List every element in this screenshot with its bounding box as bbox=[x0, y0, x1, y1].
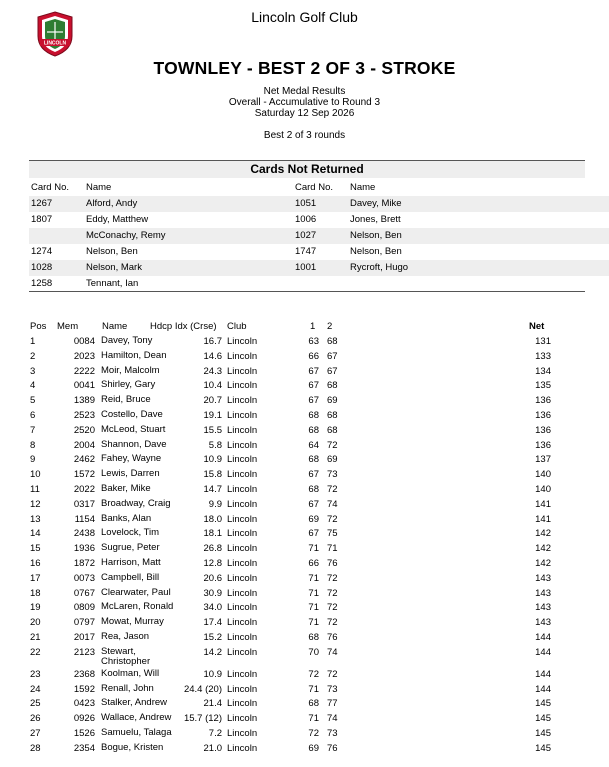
result-player-name: Lovelock, Tim bbox=[101, 527, 160, 539]
result-row bbox=[29, 558, 551, 573]
subtitle-overall: Overall - Accumulative to Round 3 bbox=[228, 97, 381, 108]
cnr-player-name: Eddy, Matthew bbox=[86, 214, 149, 225]
result-row bbox=[29, 669, 551, 684]
result-handicap: 21.4 bbox=[203, 698, 222, 710]
result-player-name: Fahey, Wayne bbox=[101, 453, 162, 465]
result-player-name: Lewis, Darren bbox=[101, 468, 160, 480]
result-handicap: 15.2 bbox=[203, 632, 222, 643]
result-round-2: 71 bbox=[327, 543, 338, 555]
result-handicap: 14.7 bbox=[203, 484, 222, 495]
result-net-score: 142 bbox=[535, 528, 551, 540]
result-round-1: 64 bbox=[308, 439, 319, 451]
result-handicap: 15.5 bbox=[203, 424, 222, 436]
result-handicap: 26.8 bbox=[203, 543, 222, 555]
result-member-number: 0767 bbox=[73, 587, 95, 599]
result-net-score: 133 bbox=[535, 350, 551, 362]
result-handicap: 10.9 bbox=[203, 668, 222, 680]
result-handicap: 20.6 bbox=[203, 572, 222, 584]
result-position: 18 bbox=[30, 587, 41, 599]
result-player-name: Banks, Alan bbox=[101, 512, 152, 524]
cnr-card-number: 1747 bbox=[295, 246, 317, 257]
result-net-score: 143 bbox=[535, 587, 551, 599]
cnr-card-number: 1267 bbox=[29, 196, 84, 212]
result-position: 9 bbox=[30, 454, 36, 466]
result-handicap: 10.4 bbox=[203, 380, 222, 392]
result-handicap: 17.4 bbox=[203, 617, 222, 629]
result-club: Lincoln bbox=[227, 683, 258, 695]
result-round-2: 67 bbox=[327, 365, 338, 377]
result-handicap: 10.9 bbox=[203, 454, 222, 466]
cnr-card-number: 1258 bbox=[31, 278, 53, 289]
result-round-2: 73 bbox=[327, 683, 338, 695]
result-net-score: 142 bbox=[535, 558, 551, 569]
result-net-score: 137 bbox=[535, 454, 551, 466]
result-member-number: 2222 bbox=[73, 365, 95, 377]
event-date: Saturday 12 Sep 2026 bbox=[254, 108, 355, 119]
result-club: Lincoln bbox=[227, 528, 258, 540]
result-player-name: Sugrue, Peter bbox=[101, 542, 160, 554]
result-club: Lincoln bbox=[227, 350, 258, 362]
cnr-player-name: Nelson, Ben bbox=[86, 246, 138, 257]
cnr-header-card-left: Card No. bbox=[31, 182, 70, 193]
result-position: 28 bbox=[30, 742, 41, 754]
result-row bbox=[29, 645, 551, 668]
result-round-2: 75 bbox=[327, 528, 338, 540]
result-member-number: 0317 bbox=[73, 498, 95, 510]
cnr-player-name: Nelson, Mark bbox=[84, 260, 293, 276]
results-header-mem: Mem bbox=[57, 321, 79, 332]
result-member-number: 2368 bbox=[73, 668, 95, 680]
result-handicap: 24.4 (20) bbox=[183, 683, 222, 695]
result-round-2: 68 bbox=[327, 380, 338, 392]
result-row bbox=[29, 528, 551, 543]
result-row bbox=[29, 617, 551, 632]
cnr-card-number: 1807 bbox=[31, 214, 53, 225]
results-header-pos: Pos bbox=[30, 321, 47, 332]
cnr-player-name: Davey, Mike bbox=[348, 196, 609, 212]
result-round-2: 67 bbox=[327, 350, 338, 362]
result-round-2: 76 bbox=[327, 742, 338, 754]
cnr-player-name: Rycroft, Hugo bbox=[348, 260, 609, 276]
result-net-score: 136 bbox=[535, 424, 551, 436]
result-position: 24 bbox=[30, 683, 41, 695]
result-handicap: 21.0 bbox=[203, 742, 222, 754]
result-net-score: 144 bbox=[535, 683, 551, 695]
results-header-round2: 2 bbox=[327, 321, 333, 332]
result-round-1: 68 bbox=[308, 410, 319, 421]
result-member-number: 2354 bbox=[73, 742, 95, 754]
result-round-1: 68 bbox=[308, 424, 319, 436]
result-round-2: 69 bbox=[327, 395, 338, 407]
cnr-card-number: 1001 bbox=[293, 260, 348, 276]
result-position: 13 bbox=[30, 513, 41, 525]
result-row bbox=[29, 336, 551, 351]
result-player-name: Wallace, Andrew bbox=[101, 712, 172, 724]
result-round-1: 71 bbox=[308, 617, 319, 629]
cnr-card-number: 1028 bbox=[29, 260, 84, 276]
result-round-1: 71 bbox=[308, 572, 319, 584]
result-round-2: 72 bbox=[327, 439, 338, 451]
result-member-number: 0926 bbox=[73, 713, 95, 725]
results-header-name: Name bbox=[102, 321, 128, 332]
result-net-score: 134 bbox=[535, 365, 551, 377]
result-handicap: 5.8 bbox=[208, 439, 222, 451]
subtitle-results: Net Medal Results bbox=[263, 86, 346, 97]
result-round-2: 76 bbox=[327, 632, 338, 643]
cnr-player-name: Nelson, Ben bbox=[350, 246, 402, 257]
result-net-score: 141 bbox=[535, 513, 551, 525]
cnr-player-name: Tennant, Ian bbox=[86, 278, 139, 289]
result-row bbox=[29, 454, 551, 469]
result-player-name: McLaren, Ronald bbox=[101, 601, 174, 613]
cnr-header-name-right: Name bbox=[350, 182, 376, 193]
result-net-score: 136 bbox=[535, 410, 551, 421]
result-player-name: Harrison, Matt bbox=[101, 557, 161, 568]
result-player-name: Samuelu, Talaga bbox=[101, 727, 172, 738]
result-round-2: 72 bbox=[327, 572, 338, 584]
result-position: 10 bbox=[30, 469, 41, 481]
cnr-card-number: 1006 bbox=[295, 214, 317, 225]
result-row bbox=[29, 743, 551, 758]
result-net-score: 145 bbox=[535, 728, 551, 739]
result-row bbox=[29, 684, 551, 699]
result-player-name: McLeod, Stuart bbox=[101, 423, 166, 435]
result-net-score: 142 bbox=[535, 543, 551, 555]
result-position: 4 bbox=[30, 380, 36, 392]
result-handicap: 34.0 bbox=[203, 602, 222, 614]
event-title: TOWNLEY - BEST 2 OF 3 - STROKE bbox=[153, 58, 456, 78]
result-position: 17 bbox=[30, 572, 41, 584]
result-round-2: 72 bbox=[327, 602, 338, 614]
result-position: 12 bbox=[30, 498, 41, 510]
result-handicap: 9.9 bbox=[208, 498, 222, 510]
result-position: 2 bbox=[30, 350, 36, 362]
result-position: 5 bbox=[30, 395, 36, 407]
result-player-name: Shannon, Dave bbox=[101, 438, 167, 450]
result-member-number: 2520 bbox=[73, 424, 95, 436]
result-handicap: 19.1 bbox=[203, 410, 222, 421]
logo-text: LINCOLN bbox=[43, 40, 67, 47]
result-club: Lincoln bbox=[227, 572, 258, 584]
result-member-number: 2004 bbox=[73, 439, 95, 451]
result-player-name: Bogue, Kristen bbox=[101, 741, 164, 753]
result-round-2: 68 bbox=[327, 424, 338, 436]
result-handicap: 16.7 bbox=[203, 336, 222, 347]
result-member-number: 1389 bbox=[73, 395, 95, 407]
result-position: 20 bbox=[30, 617, 41, 629]
result-position: 22 bbox=[30, 646, 41, 658]
result-club: Lincoln bbox=[227, 424, 258, 436]
result-net-score: 140 bbox=[535, 484, 551, 495]
result-player-name: Baker, Mike bbox=[101, 483, 151, 494]
result-round-1: 66 bbox=[308, 350, 319, 362]
result-member-number: 1526 bbox=[73, 728, 95, 739]
result-club: Lincoln bbox=[227, 543, 258, 555]
result-net-score: 135 bbox=[535, 380, 551, 392]
result-member-number: 2438 bbox=[73, 528, 95, 540]
result-member-number: 1592 bbox=[73, 683, 95, 695]
result-position: 1 bbox=[30, 336, 36, 347]
result-club: Lincoln bbox=[227, 469, 258, 481]
result-player-name: Moir, Malcolm bbox=[101, 364, 160, 376]
result-member-number: 0073 bbox=[73, 572, 95, 584]
result-player-name: Koolman, Will bbox=[101, 667, 160, 679]
cnr-card-number bbox=[29, 228, 84, 244]
cnr-player-name: Nelson, Ben bbox=[348, 228, 609, 244]
result-round-2: 77 bbox=[327, 698, 338, 710]
result-member-number: 2523 bbox=[73, 410, 95, 421]
result-handicap: 12.8 bbox=[203, 558, 222, 569]
result-member-number: 2123 bbox=[73, 646, 95, 658]
result-handicap: 24.3 bbox=[203, 365, 222, 377]
result-round-1: 71 bbox=[308, 543, 319, 555]
result-member-number: 1572 bbox=[73, 469, 95, 481]
result-player-name: Clearwater, Paul bbox=[101, 586, 171, 598]
result-net-score: 145 bbox=[535, 742, 551, 754]
result-position: 16 bbox=[30, 558, 41, 569]
result-club: Lincoln bbox=[227, 410, 258, 421]
result-member-number: 0797 bbox=[73, 617, 95, 629]
result-club: Lincoln bbox=[227, 558, 258, 569]
result-club: Lincoln bbox=[227, 587, 258, 599]
result-club: Lincoln bbox=[227, 698, 258, 710]
result-member-number: 1936 bbox=[73, 543, 95, 555]
result-club: Lincoln bbox=[227, 646, 258, 658]
result-member-number: 0423 bbox=[73, 698, 95, 710]
result-round-1: 71 bbox=[308, 602, 319, 614]
result-row bbox=[29, 366, 551, 381]
result-player-name: Broadway, Craig bbox=[101, 497, 171, 509]
result-club: Lincoln bbox=[227, 742, 258, 754]
result-round-1: 68 bbox=[308, 632, 319, 643]
result-round-1: 67 bbox=[308, 395, 319, 407]
result-member-number: 2462 bbox=[73, 454, 95, 466]
result-row bbox=[29, 380, 551, 395]
result-row bbox=[29, 440, 551, 455]
result-round-2: 73 bbox=[327, 469, 338, 481]
result-round-2: 72 bbox=[327, 587, 338, 599]
result-row bbox=[29, 469, 551, 484]
result-net-score: 140 bbox=[535, 469, 551, 481]
cnr-header-card-right: Card No. bbox=[295, 182, 334, 193]
rounds-note: Best 2 of 3 rounds bbox=[263, 130, 346, 141]
result-row bbox=[29, 499, 551, 514]
result-round-1: 70 bbox=[308, 646, 319, 658]
result-round-1: 67 bbox=[308, 528, 319, 540]
result-round-1: 69 bbox=[308, 742, 319, 754]
results-header-net: Net bbox=[529, 321, 545, 332]
result-position: 7 bbox=[30, 424, 36, 436]
result-member-number: 2022 bbox=[73, 484, 95, 495]
result-round-2: 74 bbox=[327, 646, 338, 658]
result-row bbox=[29, 543, 551, 558]
result-position: 26 bbox=[30, 713, 41, 725]
result-round-1: 68 bbox=[308, 484, 319, 495]
result-net-score: 143 bbox=[535, 602, 551, 614]
result-position: 3 bbox=[30, 365, 36, 377]
result-row bbox=[29, 351, 551, 366]
result-round-1: 66 bbox=[308, 558, 319, 569]
result-player-name: Costello, Dave bbox=[101, 409, 163, 420]
result-member-number: 0809 bbox=[73, 602, 95, 614]
result-row bbox=[29, 410, 551, 425]
results-header-hdcp: Hdcp Idx (Crse) bbox=[150, 321, 217, 332]
result-player-name: Reid, Bruce bbox=[101, 394, 151, 406]
result-handicap: 18.1 bbox=[203, 528, 222, 540]
result-member-number: 0041 bbox=[73, 380, 95, 392]
result-position: 21 bbox=[30, 632, 41, 643]
result-player-name: Renall, John bbox=[101, 682, 154, 694]
results-header-club: Club bbox=[227, 321, 247, 332]
result-net-score: 131 bbox=[535, 336, 551, 347]
result-round-2: 73 bbox=[327, 728, 338, 739]
result-player-name: Campbell, Bill bbox=[101, 571, 160, 583]
result-round-2: 68 bbox=[327, 410, 338, 421]
result-club: Lincoln bbox=[227, 602, 258, 614]
result-row bbox=[29, 514, 551, 529]
cnr-card-number: 1027 bbox=[293, 228, 348, 244]
result-club: Lincoln bbox=[227, 632, 258, 643]
result-row bbox=[29, 632, 551, 647]
result-net-score: 145 bbox=[535, 713, 551, 725]
result-club: Lincoln bbox=[227, 395, 258, 407]
result-player-name: Mowat, Murray bbox=[101, 616, 164, 628]
cnr-header-name-left: Name bbox=[86, 182, 112, 193]
result-net-score: 136 bbox=[535, 395, 551, 407]
result-row bbox=[29, 698, 551, 713]
result-position: 19 bbox=[30, 602, 41, 614]
result-round-1: 72 bbox=[308, 668, 319, 680]
result-player-name: Davey, Tony bbox=[101, 335, 153, 346]
result-round-1: 69 bbox=[308, 513, 319, 525]
result-club: Lincoln bbox=[227, 336, 258, 347]
result-club: Lincoln bbox=[227, 513, 258, 525]
result-round-2: 68 bbox=[327, 336, 338, 347]
result-member-number: 2017 bbox=[73, 632, 95, 643]
result-club: Lincoln bbox=[227, 713, 258, 725]
result-net-score: 144 bbox=[535, 632, 551, 643]
result-handicap: 14.2 bbox=[203, 646, 222, 658]
cnr-card-number: 1051 bbox=[293, 196, 348, 212]
result-player-name: Stalker, Andrew bbox=[101, 697, 168, 709]
cnr-player-name: McConachy, Remy bbox=[84, 228, 293, 244]
result-row bbox=[29, 484, 551, 499]
result-net-score: 145 bbox=[535, 698, 551, 710]
result-handicap: 30.9 bbox=[203, 587, 222, 599]
result-round-1: 68 bbox=[308, 698, 319, 710]
result-club: Lincoln bbox=[227, 454, 258, 466]
result-row bbox=[29, 713, 551, 728]
result-round-2: 72 bbox=[327, 617, 338, 629]
result-row bbox=[29, 425, 551, 440]
result-net-score: 144 bbox=[535, 646, 551, 658]
result-round-1: 72 bbox=[308, 728, 319, 739]
result-club: Lincoln bbox=[227, 498, 258, 510]
result-round-2: 76 bbox=[327, 558, 338, 569]
result-round-2: 74 bbox=[327, 713, 338, 725]
results-header-round1: 1 bbox=[310, 321, 316, 332]
result-net-score: 143 bbox=[535, 572, 551, 584]
result-position: 15 bbox=[30, 543, 41, 555]
result-round-2: 72 bbox=[327, 513, 338, 525]
cards-not-returned-title: Cards Not Returned bbox=[29, 160, 585, 178]
cnr-divider bbox=[29, 291, 585, 292]
result-player-name: Rea, Jason bbox=[101, 631, 150, 642]
result-handicap: 15.7 (12) bbox=[183, 713, 222, 725]
result-member-number: 1154 bbox=[74, 513, 95, 525]
result-club: Lincoln bbox=[227, 439, 258, 451]
result-club: Lincoln bbox=[227, 728, 258, 739]
result-player-name: Shirley, Gary bbox=[101, 379, 156, 391]
result-handicap: 18.0 bbox=[203, 513, 222, 525]
result-round-1: 71 bbox=[308, 683, 319, 695]
result-round-1: 67 bbox=[308, 365, 319, 377]
result-member-number: 0084 bbox=[73, 336, 95, 347]
result-row bbox=[29, 728, 551, 743]
result-row bbox=[29, 395, 551, 410]
result-position: 11 bbox=[30, 484, 40, 495]
result-position: 8 bbox=[30, 439, 36, 451]
result-member-number: 2023 bbox=[73, 350, 95, 362]
result-club: Lincoln bbox=[227, 380, 258, 392]
result-handicap: 7.2 bbox=[208, 728, 222, 739]
result-position: 14 bbox=[30, 528, 41, 540]
result-row bbox=[29, 602, 551, 617]
result-position: 25 bbox=[30, 698, 41, 710]
result-round-2: 69 bbox=[327, 454, 338, 466]
result-round-2: 74 bbox=[327, 498, 338, 510]
club-name: Lincoln Golf Club bbox=[251, 9, 358, 25]
result-net-score: 136 bbox=[535, 439, 551, 451]
result-round-1: 68 bbox=[308, 454, 319, 466]
result-club: Lincoln bbox=[227, 365, 258, 377]
result-club: Lincoln bbox=[227, 484, 258, 495]
result-net-score: 143 bbox=[535, 617, 551, 629]
result-net-score: 144 bbox=[535, 668, 551, 680]
cnr-player-name: Alford, Andy bbox=[84, 196, 293, 212]
cnr-card-number: 1274 bbox=[31, 246, 53, 257]
result-round-1: 67 bbox=[308, 469, 319, 481]
result-row bbox=[29, 588, 551, 603]
result-position: 23 bbox=[30, 668, 41, 680]
result-position: 27 bbox=[30, 728, 41, 739]
result-round-1: 67 bbox=[308, 498, 319, 510]
result-round-2: 72 bbox=[327, 668, 338, 680]
result-net-score: 141 bbox=[535, 498, 551, 510]
result-round-2: 72 bbox=[327, 484, 338, 495]
result-player-name: Hamilton, Dean bbox=[101, 349, 167, 361]
result-club: Lincoln bbox=[227, 668, 258, 680]
result-member-number: 1872 bbox=[73, 558, 95, 569]
result-round-1: 71 bbox=[308, 587, 319, 599]
result-handicap: 15.8 bbox=[203, 469, 222, 481]
result-row bbox=[29, 573, 551, 588]
result-player-name: Stewart, Christopher bbox=[101, 645, 151, 668]
cnr-player-name: Jones, Brett bbox=[350, 214, 401, 225]
result-club: Lincoln bbox=[227, 617, 258, 629]
result-handicap: 14.6 bbox=[203, 350, 222, 362]
result-round-1: 63 bbox=[308, 336, 319, 347]
result-round-1: 67 bbox=[308, 380, 319, 392]
result-position: 6 bbox=[30, 410, 36, 421]
result-handicap: 20.7 bbox=[203, 395, 222, 407]
result-round-1: 71 bbox=[308, 713, 319, 725]
